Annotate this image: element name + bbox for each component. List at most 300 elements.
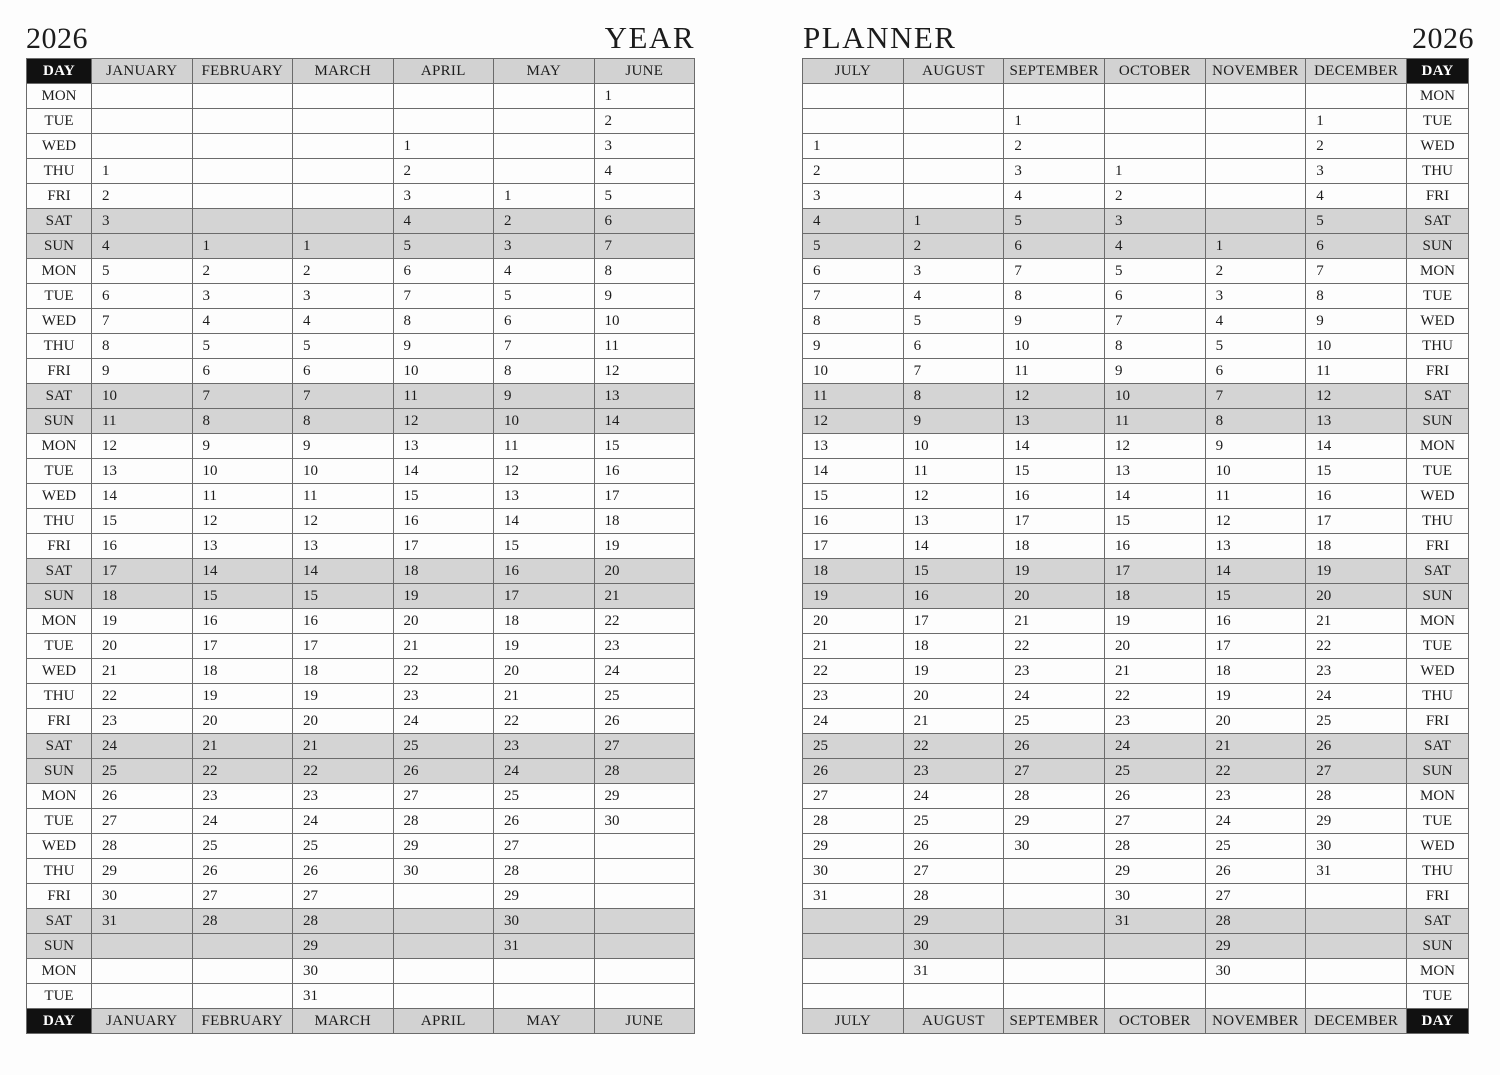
date-cell: 14 [1205, 559, 1306, 584]
date-cell: 19 [192, 684, 293, 709]
date-cell: 5 [1205, 334, 1306, 359]
date-cell: 2 [1205, 259, 1306, 284]
date-cell: 2 [803, 159, 904, 184]
date-cell [1004, 859, 1105, 884]
weekday-label: SUN [1407, 759, 1469, 784]
calendar-row [803, 859, 1469, 884]
date-cell: 15 [1104, 509, 1205, 534]
date-cell: 2 [1004, 134, 1105, 159]
weekday-label: SAT [27, 209, 92, 234]
weekday-label: THU [27, 159, 92, 184]
weekday-label: SUN [27, 759, 92, 784]
date-cell: 23 [1306, 659, 1407, 684]
date-cell: 8 [393, 309, 494, 334]
weekday-label: MON [1407, 434, 1469, 459]
date-cell: 19 [393, 584, 494, 609]
month-footer-february: FEBRUARY [192, 1009, 293, 1034]
date-cell: 28 [494, 859, 595, 884]
date-cell: 22 [594, 609, 695, 634]
date-cell [393, 959, 494, 984]
weekday-label: FRI [27, 184, 92, 209]
weekday-label: MON [1407, 609, 1469, 634]
weekday-label: SUN [27, 584, 92, 609]
date-cell: 3 [393, 184, 494, 209]
date-cell: 19 [1104, 609, 1205, 634]
date-cell: 25 [293, 834, 394, 859]
date-cell: 21 [293, 734, 394, 759]
date-cell: 27 [594, 734, 695, 759]
date-cell: 9 [494, 384, 595, 409]
date-cell [594, 834, 695, 859]
calendar-row [27, 859, 695, 884]
date-cell: 12 [1004, 384, 1105, 409]
date-cell: 8 [903, 384, 1004, 409]
date-cell [1205, 84, 1306, 109]
date-cell: 31 [92, 909, 193, 934]
date-cell: 17 [1104, 559, 1205, 584]
calendar-row [27, 734, 695, 759]
date-cell: 31 [494, 934, 595, 959]
date-cell [594, 959, 695, 984]
date-cell: 7 [393, 284, 494, 309]
date-cell [293, 159, 394, 184]
date-cell: 18 [92, 584, 193, 609]
date-cell: 2 [903, 234, 1004, 259]
month-footer-october: OCTOBER [1104, 1009, 1205, 1034]
date-cell: 30 [1004, 834, 1105, 859]
date-cell: 21 [594, 584, 695, 609]
date-cell: 12 [293, 509, 394, 534]
calendar-row [27, 759, 695, 784]
date-cell: 20 [293, 709, 394, 734]
date-cell: 15 [192, 584, 293, 609]
date-cell: 18 [1104, 584, 1205, 609]
date-cell: 7 [1004, 259, 1105, 284]
date-cell [293, 184, 394, 209]
date-cell: 8 [293, 409, 394, 434]
date-cell: 1 [1306, 109, 1407, 134]
date-cell: 18 [903, 634, 1004, 659]
date-cell: 6 [1004, 234, 1105, 259]
date-cell: 9 [92, 359, 193, 384]
date-cell: 8 [1205, 409, 1306, 434]
date-cell [1306, 934, 1407, 959]
date-cell: 28 [393, 809, 494, 834]
date-cell: 16 [192, 609, 293, 634]
date-cell [1004, 84, 1105, 109]
weekday-label: MON [1407, 84, 1469, 109]
weekday-label: SAT [27, 559, 92, 584]
date-cell [594, 909, 695, 934]
calendar-row [803, 759, 1469, 784]
date-cell: 26 [1004, 734, 1105, 759]
weekday-label: SUN [27, 934, 92, 959]
month-header-may: MAY [494, 59, 595, 84]
date-cell: 23 [293, 784, 394, 809]
date-cell: 8 [1104, 334, 1205, 359]
date-cell [393, 884, 494, 909]
weekday-label: TUE [27, 284, 92, 309]
date-cell [594, 859, 695, 884]
date-cell [1306, 884, 1407, 909]
calendar-row [27, 409, 695, 434]
date-cell [1205, 159, 1306, 184]
month-footer-april: APRIL [393, 1009, 494, 1034]
calendar-row [27, 584, 695, 609]
date-cell: 20 [393, 609, 494, 634]
month-header-february: FEBRUARY [192, 59, 293, 84]
calendar-row [27, 884, 695, 909]
date-cell: 31 [1306, 859, 1407, 884]
date-cell: 16 [1104, 534, 1205, 559]
date-cell: 14 [1104, 484, 1205, 509]
date-cell [903, 109, 1004, 134]
date-cell: 3 [92, 209, 193, 234]
date-cell: 5 [594, 184, 695, 209]
day-column-footer: DAY [1407, 1009, 1469, 1034]
date-cell: 24 [1104, 734, 1205, 759]
date-cell: 5 [293, 334, 394, 359]
date-cell: 13 [1205, 534, 1306, 559]
date-cell: 19 [293, 684, 394, 709]
date-cell: 9 [1104, 359, 1205, 384]
calendar-row [803, 709, 1469, 734]
date-cell [1104, 934, 1205, 959]
date-cell [92, 109, 193, 134]
month-footer-september: SEPTEMBER [1004, 1009, 1105, 1034]
date-cell: 29 [803, 834, 904, 859]
date-cell: 7 [1205, 384, 1306, 409]
date-cell [494, 959, 595, 984]
date-cell: 7 [494, 334, 595, 359]
date-cell: 14 [92, 484, 193, 509]
calendar-row [803, 584, 1469, 609]
date-cell [393, 984, 494, 1009]
date-cell [1104, 109, 1205, 134]
date-cell: 28 [1306, 784, 1407, 809]
date-cell: 17 [1004, 509, 1105, 534]
weekday-label: SUN [1407, 409, 1469, 434]
date-cell [192, 209, 293, 234]
date-cell: 16 [1205, 609, 1306, 634]
date-cell: 15 [293, 584, 394, 609]
date-cell: 22 [1004, 634, 1105, 659]
date-cell: 4 [594, 159, 695, 184]
date-cell: 22 [494, 709, 595, 734]
date-cell: 20 [494, 659, 595, 684]
calendar-row [803, 284, 1469, 309]
calendar-row [27, 259, 695, 284]
date-cell: 16 [494, 559, 595, 584]
date-cell: 12 [192, 509, 293, 534]
calendar-row [27, 934, 695, 959]
calendar-row [27, 459, 695, 484]
calendar-row [27, 359, 695, 384]
date-cell: 26 [293, 859, 394, 884]
date-cell [803, 959, 904, 984]
date-cell: 22 [192, 759, 293, 784]
date-cell: 2 [1104, 184, 1205, 209]
weekday-label: THU [27, 509, 92, 534]
calendar-row [803, 934, 1469, 959]
date-cell: 4 [393, 209, 494, 234]
date-cell: 11 [803, 384, 904, 409]
weekday-label: MON [27, 259, 92, 284]
date-cell: 1 [494, 184, 595, 209]
date-cell [803, 84, 904, 109]
date-cell: 20 [594, 559, 695, 584]
calendar-row [27, 909, 695, 934]
date-cell: 6 [393, 259, 494, 284]
date-cell: 8 [1306, 284, 1407, 309]
date-cell: 21 [1004, 609, 1105, 634]
date-cell: 29 [903, 909, 1004, 934]
date-cell: 9 [1205, 434, 1306, 459]
weekday-label: SAT [1407, 734, 1469, 759]
date-cell: 13 [1004, 409, 1105, 434]
date-cell: 20 [1104, 634, 1205, 659]
date-cell: 1 [903, 209, 1004, 234]
date-cell: 1 [393, 134, 494, 159]
date-cell: 24 [92, 734, 193, 759]
date-cell: 13 [393, 434, 494, 459]
date-cell: 4 [903, 284, 1004, 309]
date-cell: 25 [903, 809, 1004, 834]
date-cell: 22 [1205, 759, 1306, 784]
date-cell: 7 [293, 384, 394, 409]
date-cell: 8 [92, 334, 193, 359]
date-cell [192, 184, 293, 209]
calendar-row [803, 334, 1469, 359]
date-cell: 3 [1205, 284, 1306, 309]
title-planner: PLANNER [803, 20, 957, 55]
date-cell: 11 [1104, 409, 1205, 434]
calendar-row [27, 209, 695, 234]
date-cell: 12 [1205, 509, 1306, 534]
date-cell [1205, 209, 1306, 234]
date-cell: 10 [92, 384, 193, 409]
date-cell: 27 [293, 884, 394, 909]
date-cell: 2 [494, 209, 595, 234]
date-cell: 20 [803, 609, 904, 634]
date-cell: 2 [293, 259, 394, 284]
header-row [27, 59, 695, 84]
date-cell: 23 [393, 684, 494, 709]
footer-row [27, 1009, 695, 1034]
date-cell: 1 [92, 159, 193, 184]
date-cell: 12 [594, 359, 695, 384]
date-cell: 30 [1306, 834, 1407, 859]
date-cell: 14 [393, 459, 494, 484]
date-cell: 25 [192, 834, 293, 859]
date-cell [1104, 959, 1205, 984]
date-cell: 13 [192, 534, 293, 559]
weekday-label: MON [27, 784, 92, 809]
calendar-row [803, 559, 1469, 584]
date-cell: 9 [594, 284, 695, 309]
date-cell [293, 134, 394, 159]
date-cell: 26 [803, 759, 904, 784]
calendar-row [803, 459, 1469, 484]
date-cell: 21 [92, 659, 193, 684]
date-cell: 29 [1004, 809, 1105, 834]
date-cell: 22 [903, 734, 1004, 759]
date-cell: 29 [393, 834, 494, 859]
calendar-row [27, 984, 695, 1009]
date-cell: 3 [903, 259, 1004, 284]
date-cell: 13 [1104, 459, 1205, 484]
date-cell: 28 [1004, 784, 1105, 809]
weekday-label: THU [1407, 509, 1469, 534]
date-cell [1104, 84, 1205, 109]
date-cell: 19 [92, 609, 193, 634]
date-cell: 12 [92, 434, 193, 459]
date-cell: 19 [594, 534, 695, 559]
date-cell: 29 [594, 784, 695, 809]
date-cell: 14 [1306, 434, 1407, 459]
calendar-row [803, 84, 1469, 109]
date-cell: 24 [903, 784, 1004, 809]
date-cell: 7 [1104, 309, 1205, 334]
date-cell: 14 [803, 459, 904, 484]
date-cell: 13 [293, 534, 394, 559]
weekday-label: WED [1407, 309, 1469, 334]
date-cell [192, 134, 293, 159]
month-header-april: APRIL [393, 59, 494, 84]
calendar-row [27, 809, 695, 834]
date-cell: 6 [494, 309, 595, 334]
date-cell [1004, 934, 1105, 959]
date-cell: 23 [192, 784, 293, 809]
date-cell: 28 [192, 909, 293, 934]
weekday-label: MON [27, 84, 92, 109]
date-cell: 4 [803, 209, 904, 234]
date-cell [903, 184, 1004, 209]
date-cell: 18 [803, 559, 904, 584]
date-cell: 8 [1004, 284, 1105, 309]
date-cell: 13 [903, 509, 1004, 534]
weekday-label: WED [27, 834, 92, 859]
weekday-label: SUN [1407, 234, 1469, 259]
date-cell [1205, 134, 1306, 159]
date-cell: 18 [1205, 659, 1306, 684]
date-cell: 6 [192, 359, 293, 384]
date-cell: 15 [1306, 459, 1407, 484]
date-cell: 18 [494, 609, 595, 634]
date-cell: 9 [1004, 309, 1105, 334]
month-header-august: AUGUST [903, 59, 1004, 84]
date-cell: 17 [1306, 509, 1407, 534]
date-cell: 17 [293, 634, 394, 659]
calendar-row [803, 134, 1469, 159]
date-cell: 19 [1306, 559, 1407, 584]
date-cell: 6 [903, 334, 1004, 359]
date-cell: 6 [1205, 359, 1306, 384]
calendar-row [803, 909, 1469, 934]
date-cell: 6 [594, 209, 695, 234]
date-cell: 5 [803, 234, 904, 259]
date-cell: 2 [192, 259, 293, 284]
weekday-label: THU [1407, 859, 1469, 884]
date-cell [903, 159, 1004, 184]
day-column-footer: DAY [27, 1009, 92, 1034]
calendar-row [803, 409, 1469, 434]
date-cell: 11 [594, 334, 695, 359]
month-header-september: SEPTEMBER [1004, 59, 1105, 84]
date-cell: 5 [903, 309, 1004, 334]
date-cell: 3 [192, 284, 293, 309]
calendar-row [803, 259, 1469, 284]
date-cell: 8 [594, 259, 695, 284]
date-cell: 31 [903, 959, 1004, 984]
date-cell [92, 984, 193, 1009]
date-cell: 24 [1205, 809, 1306, 834]
date-cell: 11 [1306, 359, 1407, 384]
date-cell: 16 [1004, 484, 1105, 509]
date-cell: 29 [1306, 809, 1407, 834]
date-cell: 11 [192, 484, 293, 509]
month-header-march: MARCH [293, 59, 394, 84]
date-cell: 23 [1205, 784, 1306, 809]
date-cell: 28 [1205, 909, 1306, 934]
date-cell: 21 [393, 634, 494, 659]
date-cell: 22 [1104, 684, 1205, 709]
date-cell [1004, 984, 1105, 1009]
year-label-left: 2026 [26, 22, 88, 55]
month-footer-june: JUNE [594, 1009, 695, 1034]
date-cell: 24 [494, 759, 595, 784]
date-cell: 2 [92, 184, 193, 209]
weekday-label: SAT [27, 384, 92, 409]
date-cell: 10 [1205, 459, 1306, 484]
date-cell: 2 [594, 109, 695, 134]
weekday-label: THU [1407, 684, 1469, 709]
date-cell [1306, 909, 1407, 934]
date-cell: 6 [1306, 234, 1407, 259]
date-cell: 20 [1306, 584, 1407, 609]
calendar-row [27, 484, 695, 509]
date-cell [1004, 909, 1105, 934]
date-cell [393, 109, 494, 134]
month-footer-december: DECEMBER [1306, 1009, 1407, 1034]
date-cell: 23 [1004, 659, 1105, 684]
date-cell [293, 209, 394, 234]
date-cell: 30 [393, 859, 494, 884]
weekday-label: THU [1407, 334, 1469, 359]
date-cell: 15 [393, 484, 494, 509]
date-cell [494, 84, 595, 109]
date-cell: 27 [1104, 809, 1205, 834]
calendar-row [27, 784, 695, 809]
date-cell: 8 [803, 309, 904, 334]
calendar-row [27, 634, 695, 659]
date-cell: 23 [594, 634, 695, 659]
weekday-label: WED [27, 309, 92, 334]
date-cell: 2 [393, 159, 494, 184]
date-cell: 17 [1205, 634, 1306, 659]
date-cell: 1 [192, 234, 293, 259]
date-cell [594, 934, 695, 959]
calendar-row [803, 834, 1469, 859]
date-cell: 21 [1104, 659, 1205, 684]
date-cell: 29 [1104, 859, 1205, 884]
date-cell: 13 [594, 384, 695, 409]
weekday-label: TUE [1407, 634, 1469, 659]
date-cell: 19 [903, 659, 1004, 684]
date-cell: 25 [1104, 759, 1205, 784]
calendar-row [27, 234, 695, 259]
calendar-row [803, 384, 1469, 409]
